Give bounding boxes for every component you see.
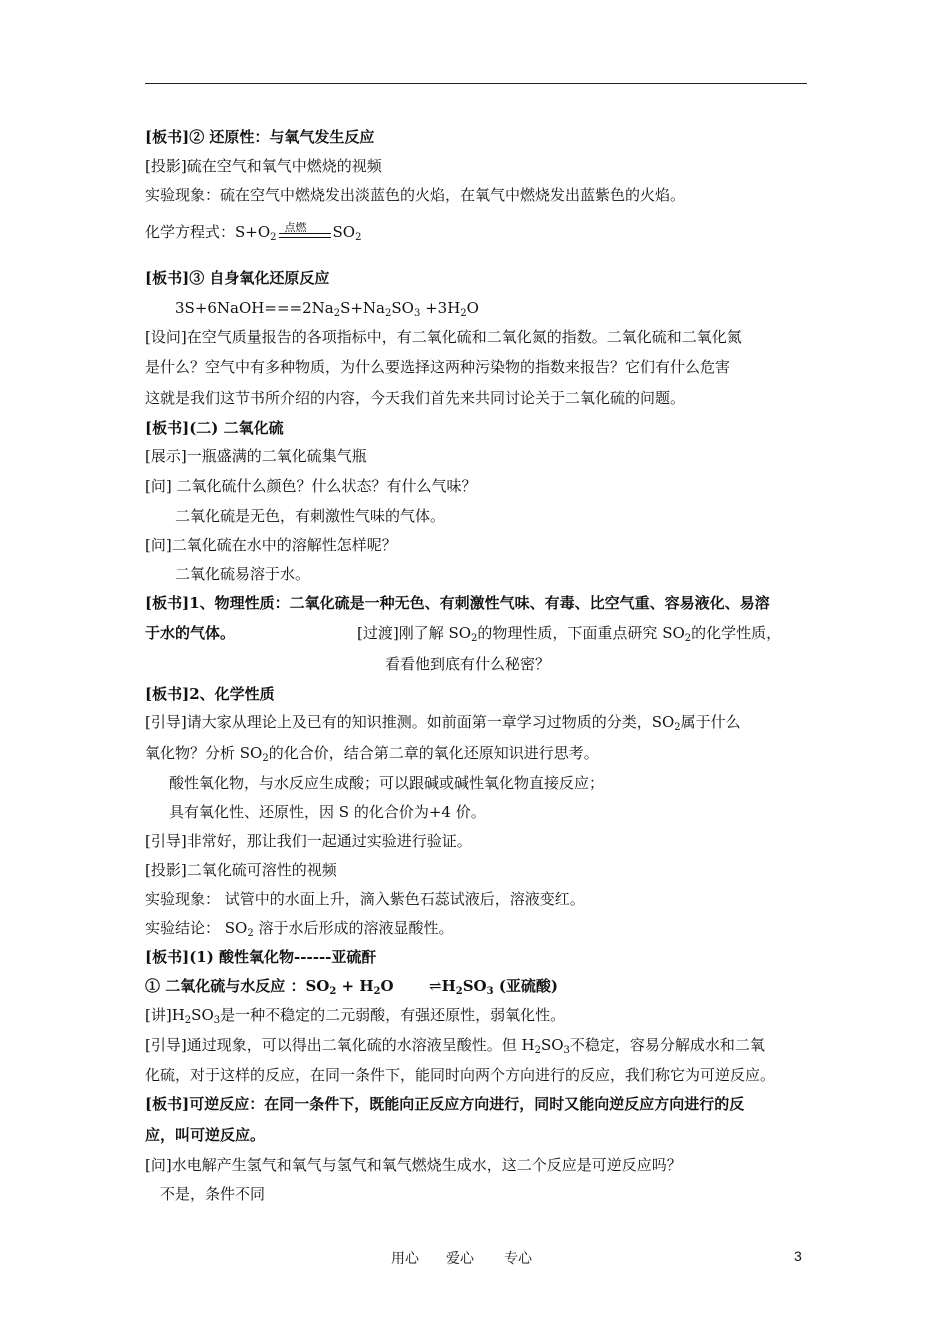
- question-electrolysis: [问]水电解产生氢气和氧气与氢气和氧气燃烧生成水，这二个反应是可逆反应吗？: [145, 1156, 682, 1174]
- heading-reducibility: [板书]② 还原性：与氧气发生反应: [145, 128, 375, 146]
- reversible-arrow: ⇌: [428, 977, 442, 995]
- answer-solubility: 二氧化硫易溶于水。: [175, 565, 311, 583]
- guide-reversible-2: 化硫，对于这样的反应，在同一条件下，能同时向两个方向进行的反应，我们称它为可逆反应。: [145, 1066, 776, 1084]
- footer-right: 专心: [504, 1251, 532, 1267]
- answer-redox: 具有氧化性、还原性，因 S 的化合价为+4 价。: [169, 803, 486, 821]
- experiment-phenomenon-1: 实验现象：硫在空气中燃烧发出淡蓝色的火焰，在氧气中燃烧发出蓝紫色的火焰。: [145, 186, 686, 204]
- experiment-conclusion: 实验结论： $SO_2$ 溶于水后形成的溶液显酸性。: [145, 919, 454, 939]
- guide-text-2: 氧化物？分析 $SO_2$的化合价，结合第二章的氧化还原知识进行思考。: [145, 744, 599, 764]
- guide-text-1: [引导]请大家从理论上及已有的知识推测。如前面第一章学习过物质的分类，$SO_2$属于什么: [145, 713, 741, 733]
- equation-naoh: $3S+6NaOH===2Na_2S+Na_2SO_3 +3H_2O$: [175, 299, 479, 319]
- transition-text: [过渡]刚了解 $SO_2$的物理性质，下面重点研究 $SO_2$的化学性质，: [357, 624, 782, 644]
- question-solubility: [问]二氧化硫在水中的溶解性怎样呢？: [145, 536, 397, 554]
- answer-acidic-oxide: 酸性氧化物，与水反应生成酸；可以跟碱或碱性氧化物直接反应；: [169, 774, 605, 792]
- heading-so2: [板书](二) 二氧化硫: [145, 419, 284, 437]
- equation-so2-water: ① 二氧化硫与水反应 ：$SO_2 + H_2O$ $\rightleftharpoons H_2SO_3$ (亚硫酸): [145, 977, 559, 997]
- guide-verify: [引导]非常好，那让我们一起通过实验进行验证。: [145, 832, 472, 850]
- reaction-condition: 点燃: [279, 222, 331, 242]
- lecture-h2so3: [讲]$H_2SO_3$是一种不稳定的二元弱酸，有强还原性，弱氧化性。: [145, 1006, 566, 1026]
- answer-electrolysis: 不是，条件不同: [160, 1185, 266, 1203]
- question-air-quality-3: 这就是我们这节书所介绍的内容，今天我们首先来共同讨论关于二氧化硫的问题。: [145, 389, 686, 407]
- header-rule: [145, 83, 807, 84]
- projection-sulfur-video: [投影]硫在空气和氧气中燃烧的视频: [145, 157, 382, 175]
- heading-acidic-oxide: [板书](1) 酸性氧化物------亚硫酐: [145, 948, 377, 966]
- heading-self-redox: [板书]③ 自身氧化还原反应: [145, 269, 330, 287]
- experiment-phenomenon-2: 实验现象： 试管中的水面上升，滴入紫色石蕊试液后，溶液变红。: [145, 890, 585, 908]
- footer-mid: 爱心: [446, 1251, 474, 1267]
- question-air-quality-1: [设问]在空气质量报告的各项指标中，有二氧化硫和二氧化氮的指数。二氧化硫和二氧化氮: [145, 328, 742, 346]
- definition-reversible-2: 应，叫可逆反应。: [145, 1126, 266, 1144]
- question-air-quality-2: 是什么？空气中有多种物质，为什么要选择这两种污染物的指数来报告？它们有什么危害: [145, 358, 731, 376]
- heading-chemical-properties: [板书]2、化学性质: [145, 685, 275, 703]
- physical-properties-2: 于水的气体。: [145, 624, 236, 642]
- chemical-equation-sulfur: 化学方程式：$S+O_2$ 点燃 $SO_2$: [145, 221, 362, 243]
- footer-left: 用心: [391, 1251, 419, 1267]
- question-color: [问] 二氧化硫什么颜色？什么状态？有什么气味？: [145, 477, 477, 495]
- projection-solubility-video: [投影]二氧化硫可溶性的视频: [145, 861, 337, 879]
- transition-text-2: 看看他到底有什么秘密？: [385, 655, 551, 673]
- guide-reversible-1: [引导]通过现象，可以得出二氧化硫的水溶液呈酸性。但 $H_2SO_3$不稳定，容易分解成水和二氧: [145, 1036, 765, 1056]
- definition-reversible-1: [板书]可逆反应：在同一条件下，既能向正反应方向进行，同时又能向逆反应方向进行的反: [145, 1095, 745, 1113]
- answer-color: 二氧化硫是无色，有刺激性气味的气体。: [175, 507, 446, 525]
- page-number: 3: [794, 1248, 802, 1264]
- physical-properties-1: [板书]1、物理性质：二氧化硫是一种无色、有刺激性气味、有毒、比空气重、容易液化、易溶: [145, 594, 770, 612]
- display-gas-bottle: [展示]一瓶盛满的二氧化硫集气瓶: [145, 447, 367, 465]
